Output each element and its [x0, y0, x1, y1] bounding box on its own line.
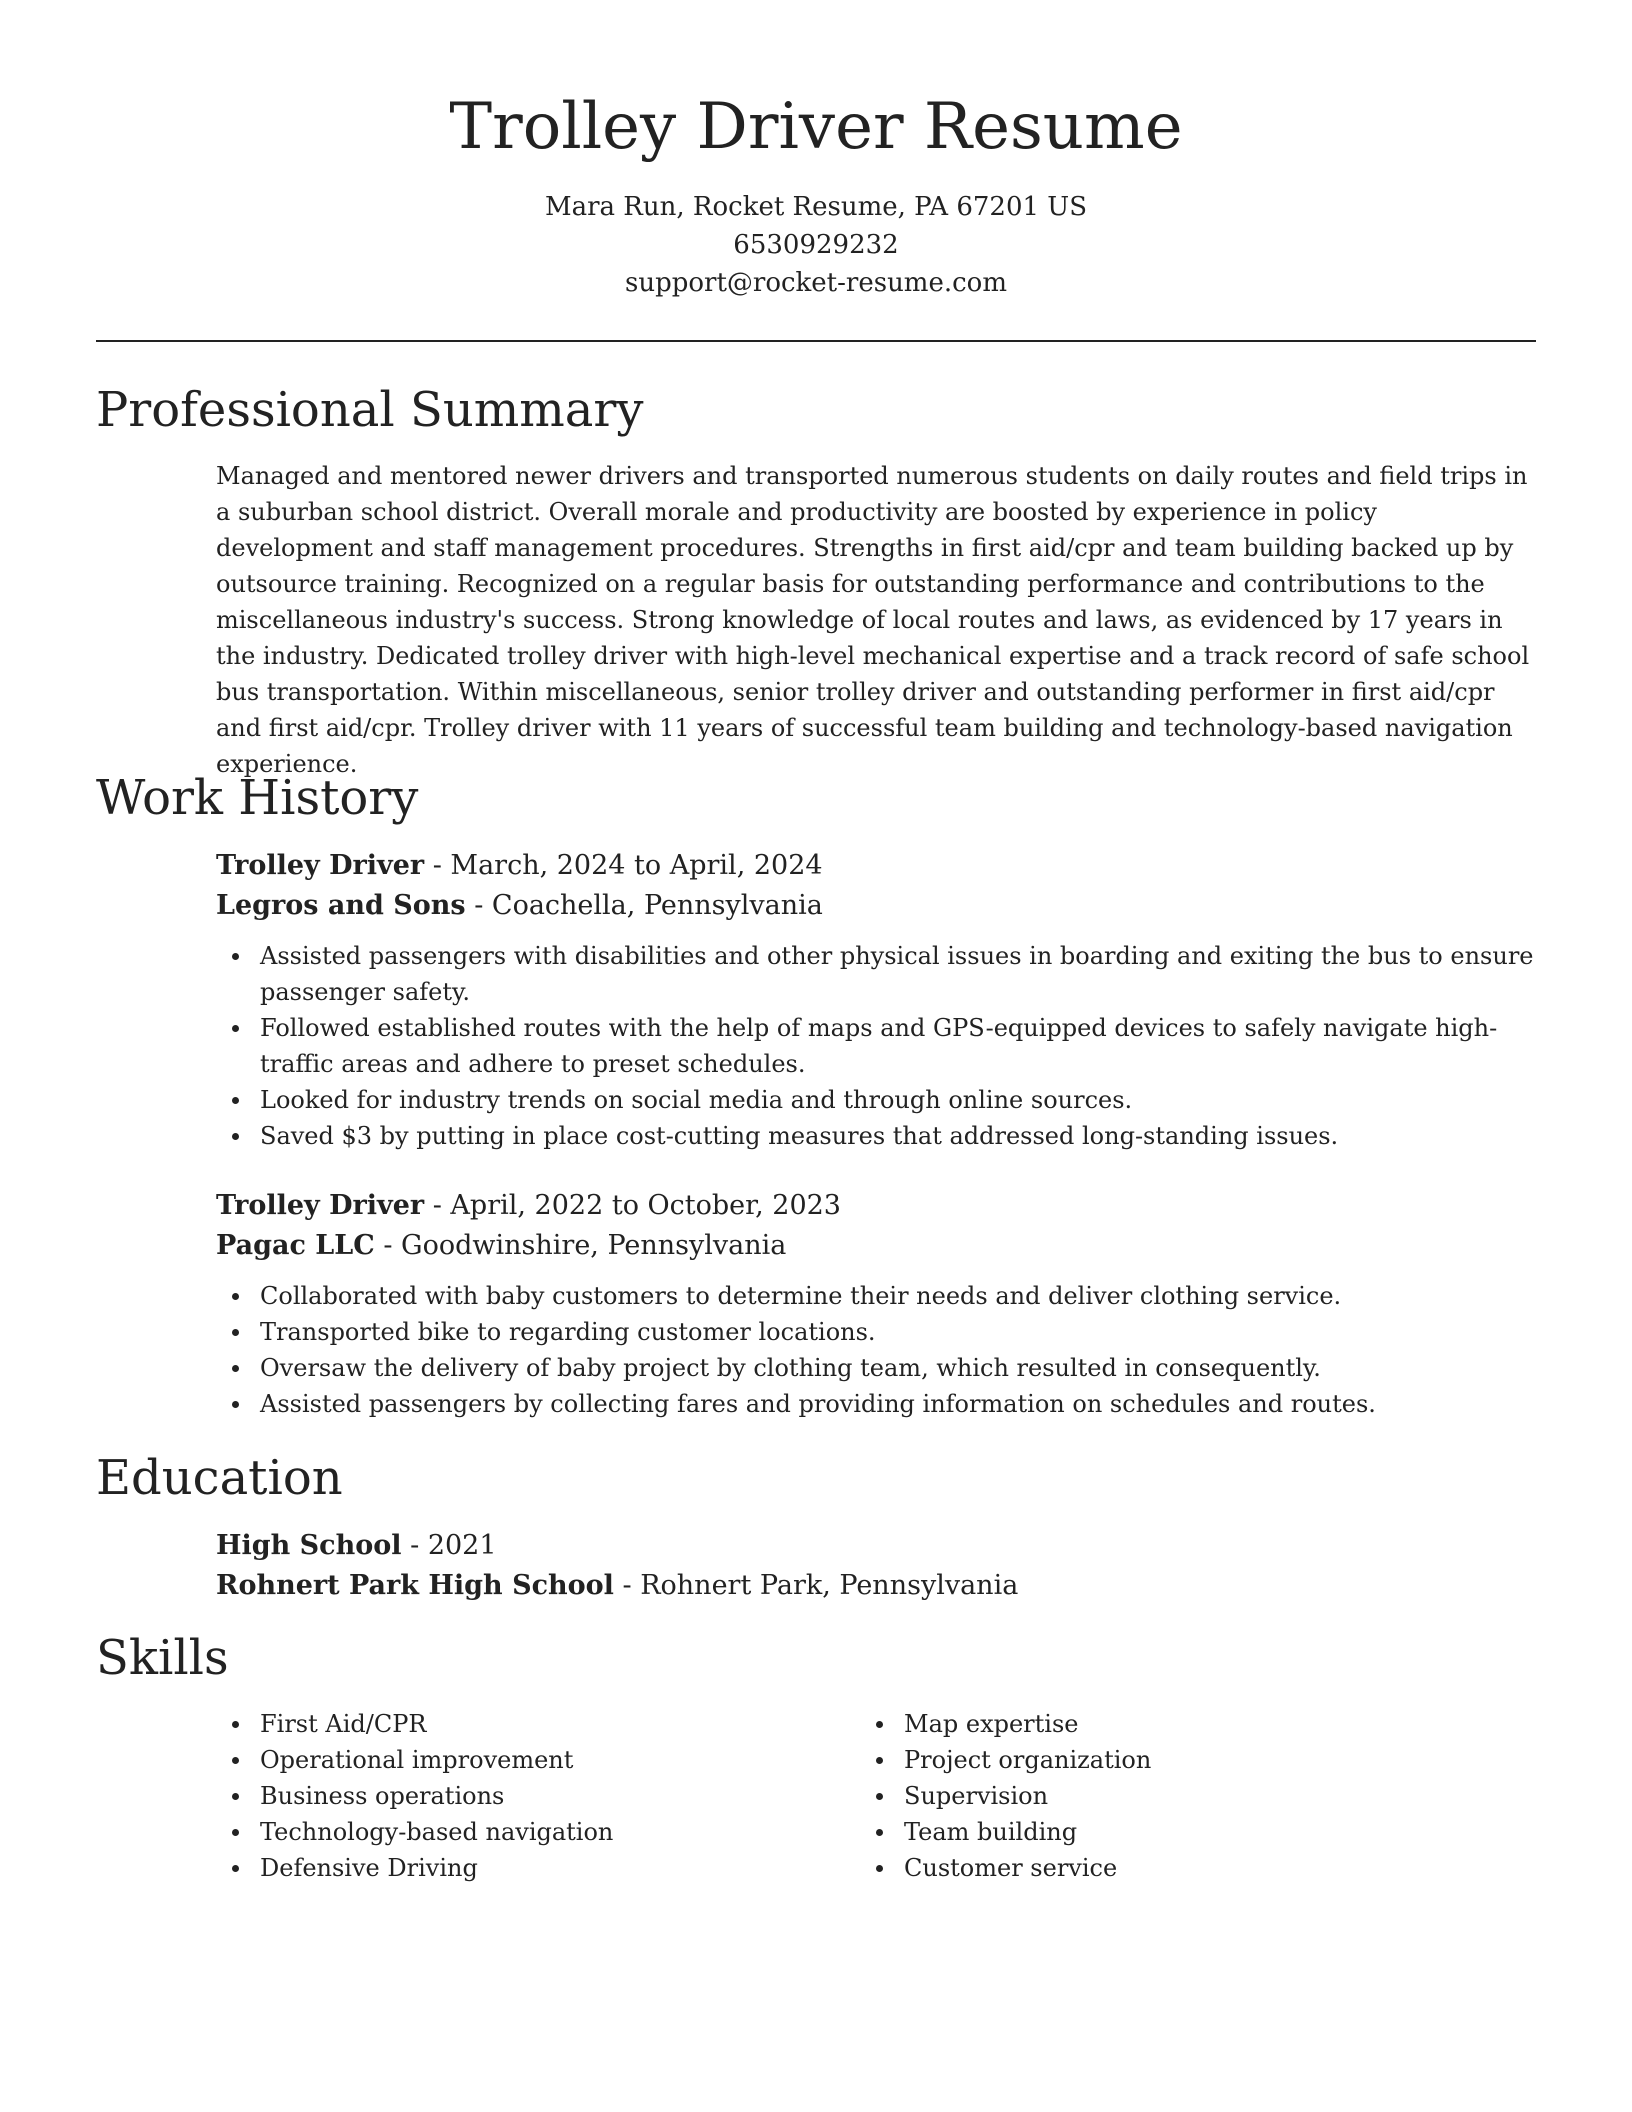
- job-bullet-list: [216, 1278, 1536, 1422]
- job-dates: - March, 2024 to April, 2024: [424, 850, 823, 881]
- education-school-line: [216, 1566, 1536, 1606]
- list-item: Project organization: [860, 1742, 1460, 1778]
- skills-column-left: [216, 1706, 816, 1886]
- summary-text: Managed and mentored newer drivers and transported numerous students on daily routes and field trips in a suburban school district. Overall morale and productivity are boosted by experience in policy development and staff management procedures. Strengths in first aid/cpr and team building backed up by outsource training. Recognized on a regular basis for outstanding performance and contributions to the miscellaneous industry's success. Strong knowledge of local routes and laws, as evidenced by 17 years in the industry. Dedicated trolley driver with high-level mechanical expertise and a track record of safe school bus transportation. Within miscellaneous, senior trolley driver and outstanding performer in first aid/cpr and first aid/cpr. Trolley driver with 11 years of successful team building and technology-based navigation experience.: [216, 462, 1530, 778]
- list-item: Map expertise: [860, 1706, 1460, 1742]
- header-divider: [96, 340, 1536, 342]
- contact-email: support@rocket-resume.com: [624, 268, 1007, 298]
- contact-phone: 6530929232: [733, 230, 899, 260]
- job-company-line: [216, 886, 1536, 926]
- resume-header: [96, 82, 1536, 302]
- job-title-line: [216, 846, 1536, 886]
- list-item: Followed established routes with the help of maps and GPS-equipped devices to safely navigate high-traffic areas and adhere to preset schedules.: [216, 1010, 1536, 1082]
- education-degree: High School: [216, 1530, 402, 1561]
- work-history-heading: Work History: [96, 770, 419, 826]
- education-school: Rohnert Park High School: [216, 1570, 614, 1601]
- job-title-line: [216, 1186, 1536, 1226]
- job-location: - Goodwinshire, Pennsylvania: [374, 1230, 787, 1261]
- education-heading: Education: [96, 1450, 343, 1506]
- job-dates: - April, 2022 to October, 2023: [424, 1190, 841, 1221]
- skills-heading: Skills: [96, 1630, 229, 1686]
- list-item: Defensive Driving: [216, 1850, 816, 1886]
- education-degree-line: [216, 1526, 1536, 1566]
- job-company-line: [216, 1226, 1536, 1266]
- list-item: Oversaw the delivery of baby project by clothing team, which resulted in consequently.: [216, 1350, 1536, 1386]
- skills-list-left: [216, 1706, 816, 1886]
- job-title: Trolley Driver: [216, 850, 425, 881]
- list-item: Supervision: [860, 1778, 1460, 1814]
- list-item: Saved $3 by putting in place cost-cutting measures that addressed long-standing issues.: [216, 1118, 1536, 1154]
- job-bullet-list: [216, 938, 1536, 1154]
- summary-heading: Professional Summary: [96, 382, 644, 438]
- list-item: Assisted passengers by collecting fares and providing information on schedules and routes.: [216, 1386, 1536, 1422]
- list-item: Team building: [860, 1814, 1460, 1850]
- list-item: Collaborated with baby customers to determine their needs and deliver clothing service.: [216, 1278, 1536, 1314]
- job-entry-2: [216, 1186, 1536, 1422]
- job-entry-1: [216, 846, 1536, 1154]
- education-year: - 2021: [401, 1530, 497, 1561]
- skills-column-right: [860, 1706, 1460, 1886]
- list-item: Customer service: [860, 1850, 1460, 1886]
- job-company: Pagac LLC: [216, 1230, 375, 1261]
- list-item: Operational improvement: [216, 1742, 816, 1778]
- list-item: Looked for industry trends on social media and through online sources.: [216, 1082, 1536, 1118]
- contact-address: Mara Run, Rocket Resume, PA 67201 US: [544, 192, 1088, 222]
- job-company: Legros and Sons: [216, 890, 466, 921]
- skills-list-right: [860, 1706, 1460, 1886]
- job-title: Trolley Driver: [216, 1190, 425, 1221]
- summary-section: [216, 458, 1536, 782]
- list-item: Transported bike to regarding customer locations.: [216, 1314, 1536, 1350]
- list-item: First Aid/CPR: [216, 1706, 816, 1742]
- page-title: Trolley Driver Resume: [449, 90, 1183, 164]
- education-entry: [216, 1526, 1536, 1606]
- education-location: - Rohnert Park, Pennsylvania: [613, 1570, 1019, 1601]
- list-item: Business operations: [216, 1778, 816, 1814]
- job-location: - Coachella, Pennsylvania: [465, 890, 823, 921]
- list-item: Technology-based navigation: [216, 1814, 816, 1850]
- list-item: Assisted passengers with disabilities and other physical issues in boarding and exiting the bus to ensure passenger safety.: [216, 938, 1536, 1010]
